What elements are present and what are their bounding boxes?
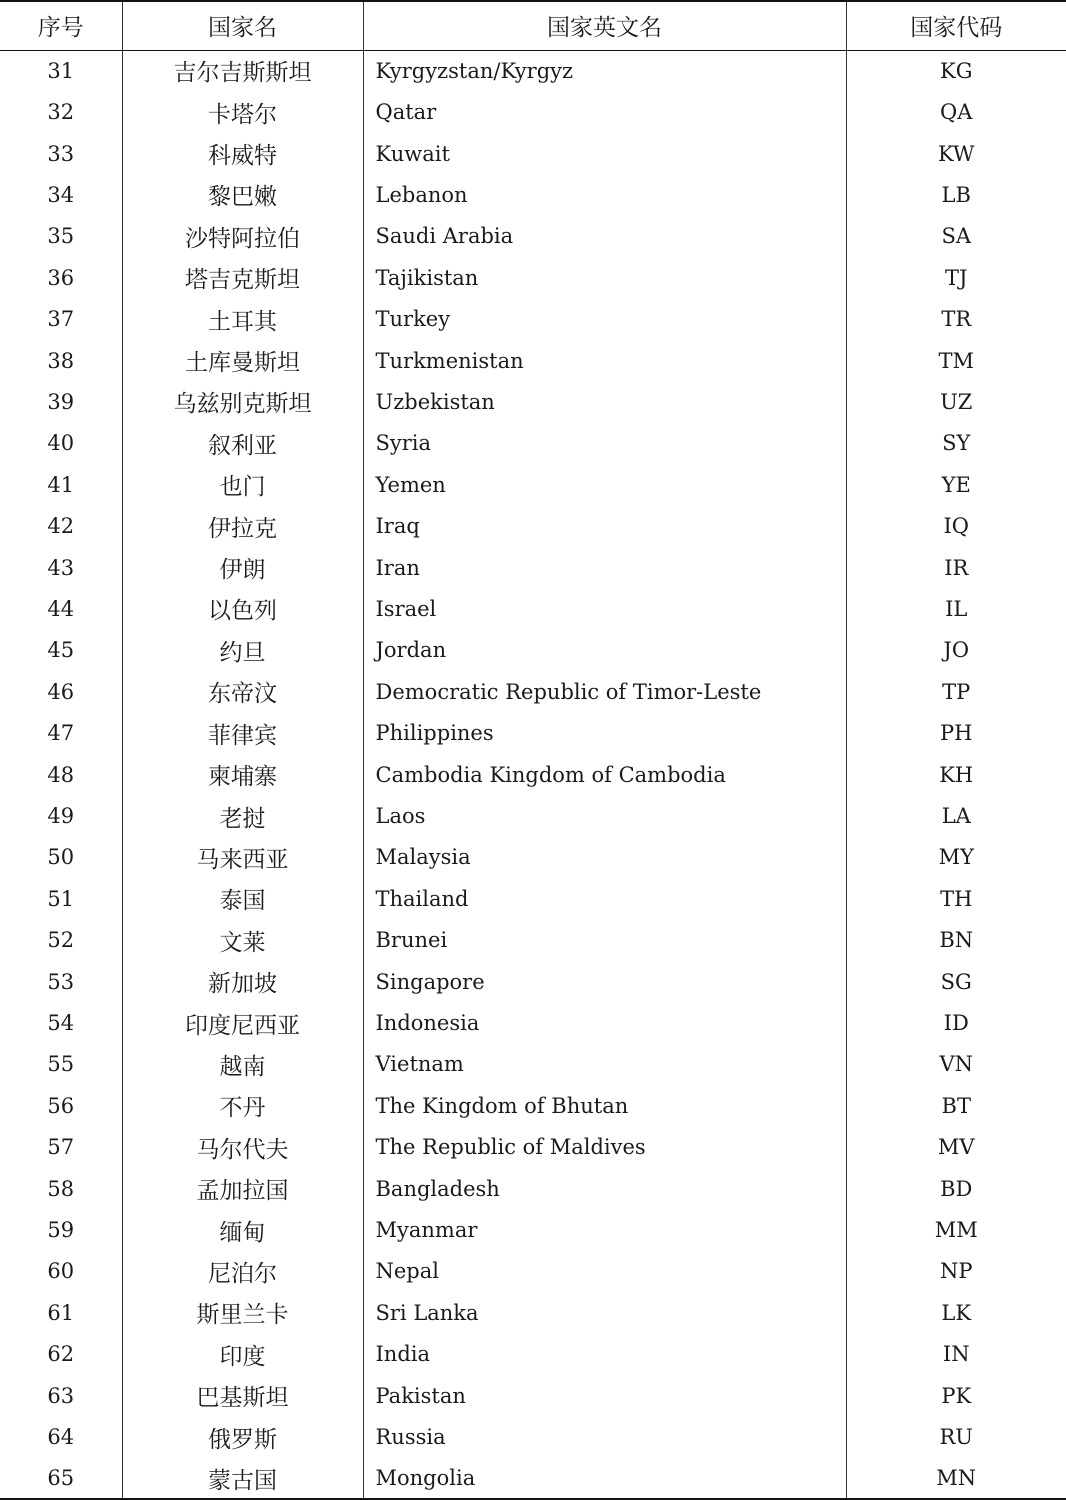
country-code-cell: LK xyxy=(846,1292,1066,1333)
country-english-name-cell: Sri Lanka xyxy=(363,1292,846,1333)
country-name-cell: 叙利亚 xyxy=(122,423,363,464)
serial-number-cell: 62 xyxy=(47,1342,75,1367)
country-code-cell: SA xyxy=(846,216,1066,257)
country-code-cell: BD xyxy=(846,1168,1066,1209)
header-country-english-name: 国家英文名 xyxy=(363,1,846,50)
table-row xyxy=(0,1251,1066,1292)
header-country-code: 国家代码 xyxy=(846,1,1066,50)
table-row xyxy=(0,961,1066,1002)
country-code-cell: KH xyxy=(846,754,1066,795)
country-code-cell: TM xyxy=(846,340,1066,381)
country-name-cell: 缅甸 xyxy=(122,1209,363,1250)
country-english-name-cell: The Republic of Maldives xyxy=(363,1127,846,1168)
country-code-cell: MY xyxy=(846,837,1066,878)
country-name-cell: 文莱 xyxy=(122,920,363,961)
country-name-cell: 尼泊尔 xyxy=(122,1251,363,1292)
country-code-cell: LB xyxy=(846,174,1066,215)
country-english-name-cell: Lebanon xyxy=(363,174,846,215)
country-code-cell: KG xyxy=(846,50,1066,91)
serial-number-cell: 40 xyxy=(47,431,75,456)
table-row xyxy=(0,216,1066,257)
country-code-cell: SG xyxy=(846,961,1066,1002)
country-english-name-cell: Myanmar xyxy=(363,1209,846,1250)
country-english-name-cell: Pakistan xyxy=(363,1375,846,1416)
table-row xyxy=(0,257,1066,298)
country-name-cell: 乌兹别克斯坦 xyxy=(122,381,363,422)
country-name-cell: 菲律宾 xyxy=(122,713,363,754)
country-english-name-cell: Indonesia xyxy=(363,1002,846,1043)
country-code-cell: IQ xyxy=(846,505,1066,546)
country-code-cell: BT xyxy=(846,1085,1066,1126)
country-name-cell: 约旦 xyxy=(122,630,363,671)
table-row xyxy=(0,671,1066,712)
country-code-cell: TP xyxy=(846,671,1066,712)
serial-number-cell: 52 xyxy=(47,928,75,953)
country-code-cell: IN xyxy=(846,1334,1066,1375)
country-code-cell: MM xyxy=(846,1209,1066,1250)
country-name-cell: 不丹 xyxy=(122,1085,363,1126)
country-english-name-cell: Israel xyxy=(363,588,846,629)
serial-number-cell: 65 xyxy=(0,1458,122,1499)
country-name-cell: 也门 xyxy=(122,464,363,505)
header-country-name: 国家名 xyxy=(122,1,363,50)
country-english-name-cell: Uzbekistan xyxy=(363,381,846,422)
country-english-name-cell: Democratic Republic of Timor-Leste xyxy=(363,671,846,712)
country-english-name-cell: Syria xyxy=(363,423,846,464)
serial-number-cell: 35 xyxy=(47,224,75,249)
country-code-cell: PK xyxy=(846,1375,1066,1416)
country-name-cell: 越南 xyxy=(122,1044,363,1085)
serial-number-cell: 38 xyxy=(47,348,75,373)
country-english-name-cell: Mongolia xyxy=(363,1458,846,1499)
country-english-name-cell: Singapore xyxy=(363,961,846,1002)
table-row xyxy=(0,133,1066,174)
country-english-name-cell: Qatar xyxy=(363,91,846,132)
serial-number-cell: 48 xyxy=(47,762,75,787)
country-name-cell: 蒙古国 xyxy=(122,1458,363,1499)
country-english-name-cell: Thailand xyxy=(363,878,846,919)
country-code-cell: PH xyxy=(846,713,1066,754)
serial-number-cell: 34 xyxy=(47,182,75,207)
country-english-name-cell: Turkmenistan xyxy=(363,340,846,381)
country-english-name-cell: Iraq xyxy=(363,505,846,546)
serial-number-cell: 44 xyxy=(47,596,75,621)
country-code-cell: TH xyxy=(846,878,1066,919)
country-name-cell: 以色列 xyxy=(122,588,363,629)
country-code-cell: QA xyxy=(846,91,1066,132)
serial-number-cell: 49 xyxy=(47,804,75,829)
country-name-cell: 老挝 xyxy=(122,795,363,836)
country-name-cell: 印度 xyxy=(122,1334,363,1375)
serial-number-cell: 63 xyxy=(47,1383,75,1408)
country-english-name-cell: Nepal xyxy=(363,1251,846,1292)
serial-number-cell: 46 xyxy=(47,679,75,704)
country-code-cell: JO xyxy=(846,630,1066,671)
serial-number-cell: 56 xyxy=(47,1093,75,1118)
country-code-cell: RU xyxy=(846,1416,1066,1457)
table-row xyxy=(0,547,1066,588)
country-code-cell: IL xyxy=(846,588,1066,629)
country-name-cell: 马来西亚 xyxy=(122,837,363,878)
country-english-name-cell: Yemen xyxy=(363,464,846,505)
serial-number-cell: 60 xyxy=(47,1259,75,1284)
country-english-name-cell: Kuwait xyxy=(363,133,846,174)
country-english-name-cell: Russia xyxy=(363,1416,846,1457)
table-row xyxy=(0,340,1066,381)
country-english-name-cell: Saudi Arabia xyxy=(363,216,846,257)
country-code-cell: TR xyxy=(846,298,1066,339)
country-name-cell: 斯里兰卡 xyxy=(122,1292,363,1333)
country-code-cell: TJ xyxy=(846,257,1066,298)
country-name-cell: 伊拉克 xyxy=(122,505,363,546)
country-english-name-cell: Laos xyxy=(363,795,846,836)
country-code-cell: MN xyxy=(846,1458,1066,1499)
table-row xyxy=(0,588,1066,629)
serial-number-cell: 51 xyxy=(47,886,75,911)
table-row xyxy=(0,1168,1066,1209)
table-row xyxy=(0,1085,1066,1126)
country-english-name-cell: The Kingdom of Bhutan xyxy=(363,1085,846,1126)
country-name-cell: 孟加拉国 xyxy=(122,1168,363,1209)
table-row xyxy=(0,505,1066,546)
table-row xyxy=(0,1002,1066,1043)
country-english-name-cell: Brunei xyxy=(363,920,846,961)
country-english-name-cell: Bangladesh xyxy=(363,1168,846,1209)
header-serial-number: 序号 xyxy=(0,1,122,50)
table-row xyxy=(0,1375,1066,1416)
country-code-cell: VN xyxy=(846,1044,1066,1085)
table-row xyxy=(0,630,1066,671)
country-name-cell: 吉尔吉斯斯坦 xyxy=(122,50,363,91)
country-code-cell: KW xyxy=(846,133,1066,174)
table-body xyxy=(0,50,1066,1499)
country-english-name-cell: Jordan xyxy=(363,630,846,671)
country-name-cell: 新加坡 xyxy=(122,961,363,1002)
country-english-name-cell: Malaysia xyxy=(363,837,846,878)
table-row xyxy=(0,174,1066,215)
table-row xyxy=(0,1127,1066,1168)
country-english-name-cell: Kyrgyzstan/Kyrgyz xyxy=(363,50,846,91)
table-row xyxy=(0,920,1066,961)
serial-number-cell: 50 xyxy=(47,845,75,870)
table-row xyxy=(0,1416,1066,1457)
country-code-cell: MV xyxy=(846,1127,1066,1168)
serial-number-cell: 43 xyxy=(47,555,75,580)
country-english-name-cell: Cambodia Kingdom of Cambodia xyxy=(363,754,846,795)
country-english-name-cell: Philippines xyxy=(363,713,846,754)
country-name-cell: 黎巴嫩 xyxy=(122,174,363,215)
country-english-name-cell: Iran xyxy=(363,547,846,588)
table-row xyxy=(0,1209,1066,1250)
country-name-cell: 伊朗 xyxy=(122,547,363,588)
table-row xyxy=(0,837,1066,878)
country-code-cell: ID xyxy=(846,1002,1066,1043)
country-code-cell: UZ xyxy=(846,381,1066,422)
country-name-cell: 卡塔尔 xyxy=(122,91,363,132)
serial-number-cell: 59 xyxy=(47,1218,75,1243)
country-name-cell: 塔吉克斯坦 xyxy=(122,257,363,298)
serial-number-cell: 39 xyxy=(47,389,75,414)
country-code-cell: NP xyxy=(846,1251,1066,1292)
serial-number-cell: 61 xyxy=(47,1300,75,1325)
table-row xyxy=(0,1044,1066,1085)
serial-number-cell: 47 xyxy=(47,721,75,746)
country-name-cell: 土库曼斯坦 xyxy=(122,340,363,381)
table-row xyxy=(0,298,1066,339)
table-row xyxy=(0,423,1066,464)
country-english-name-cell: India xyxy=(363,1334,846,1375)
serial-number-cell: 58 xyxy=(47,1176,75,1201)
country-code-cell: YE xyxy=(846,464,1066,505)
table-row xyxy=(0,91,1066,132)
country-name-cell: 土耳其 xyxy=(122,298,363,339)
serial-number-cell: 31 xyxy=(47,58,75,83)
country-name-cell: 柬埔寨 xyxy=(122,754,363,795)
table-row xyxy=(0,50,1066,91)
country-name-cell: 泰国 xyxy=(122,878,363,919)
serial-number-cell: 57 xyxy=(47,1135,75,1160)
serial-number-cell: 36 xyxy=(47,265,75,290)
table-row xyxy=(0,1334,1066,1375)
table-row xyxy=(0,464,1066,505)
country-name-cell: 东帝汶 xyxy=(122,671,363,712)
table-row xyxy=(0,1292,1066,1333)
serial-number-cell: 54 xyxy=(47,1011,75,1036)
country-english-name-cell: Tajikistan xyxy=(363,257,846,298)
table-row xyxy=(0,381,1066,422)
table-row xyxy=(0,713,1066,754)
table-row xyxy=(0,1458,1066,1499)
country-name-cell: 俄罗斯 xyxy=(122,1416,363,1457)
country-name-cell: 沙特阿拉伯 xyxy=(122,216,363,257)
country-english-name-cell: Vietnam xyxy=(363,1044,846,1085)
country-english-name-cell: Turkey xyxy=(363,298,846,339)
country-code-cell: BN xyxy=(846,920,1066,961)
table-row xyxy=(0,795,1066,836)
serial-number-cell: 53 xyxy=(47,969,75,994)
serial-number-cell: 41 xyxy=(47,472,75,497)
country-name-cell: 印度尼西亚 xyxy=(122,1002,363,1043)
table-row xyxy=(0,754,1066,795)
serial-number-cell: 32 xyxy=(47,100,75,125)
country-name-cell: 马尔代夫 xyxy=(122,1127,363,1168)
country-name-cell: 巴基斯坦 xyxy=(122,1375,363,1416)
serial-number-cell: 55 xyxy=(47,1052,75,1077)
serial-number-cell: 42 xyxy=(47,514,75,539)
serial-number-cell: 33 xyxy=(47,141,75,166)
serial-number-cell: 37 xyxy=(47,307,75,332)
serial-number-cell: 45 xyxy=(47,638,75,663)
country-code-cell: LA xyxy=(846,795,1066,836)
country-code-cell: IR xyxy=(846,547,1066,588)
country-code-cell: SY xyxy=(846,423,1066,464)
table-header-row xyxy=(0,1,1066,50)
serial-number-cell: 64 xyxy=(47,1425,75,1450)
country-name-cell: 科威特 xyxy=(122,133,363,174)
table-row xyxy=(0,878,1066,919)
